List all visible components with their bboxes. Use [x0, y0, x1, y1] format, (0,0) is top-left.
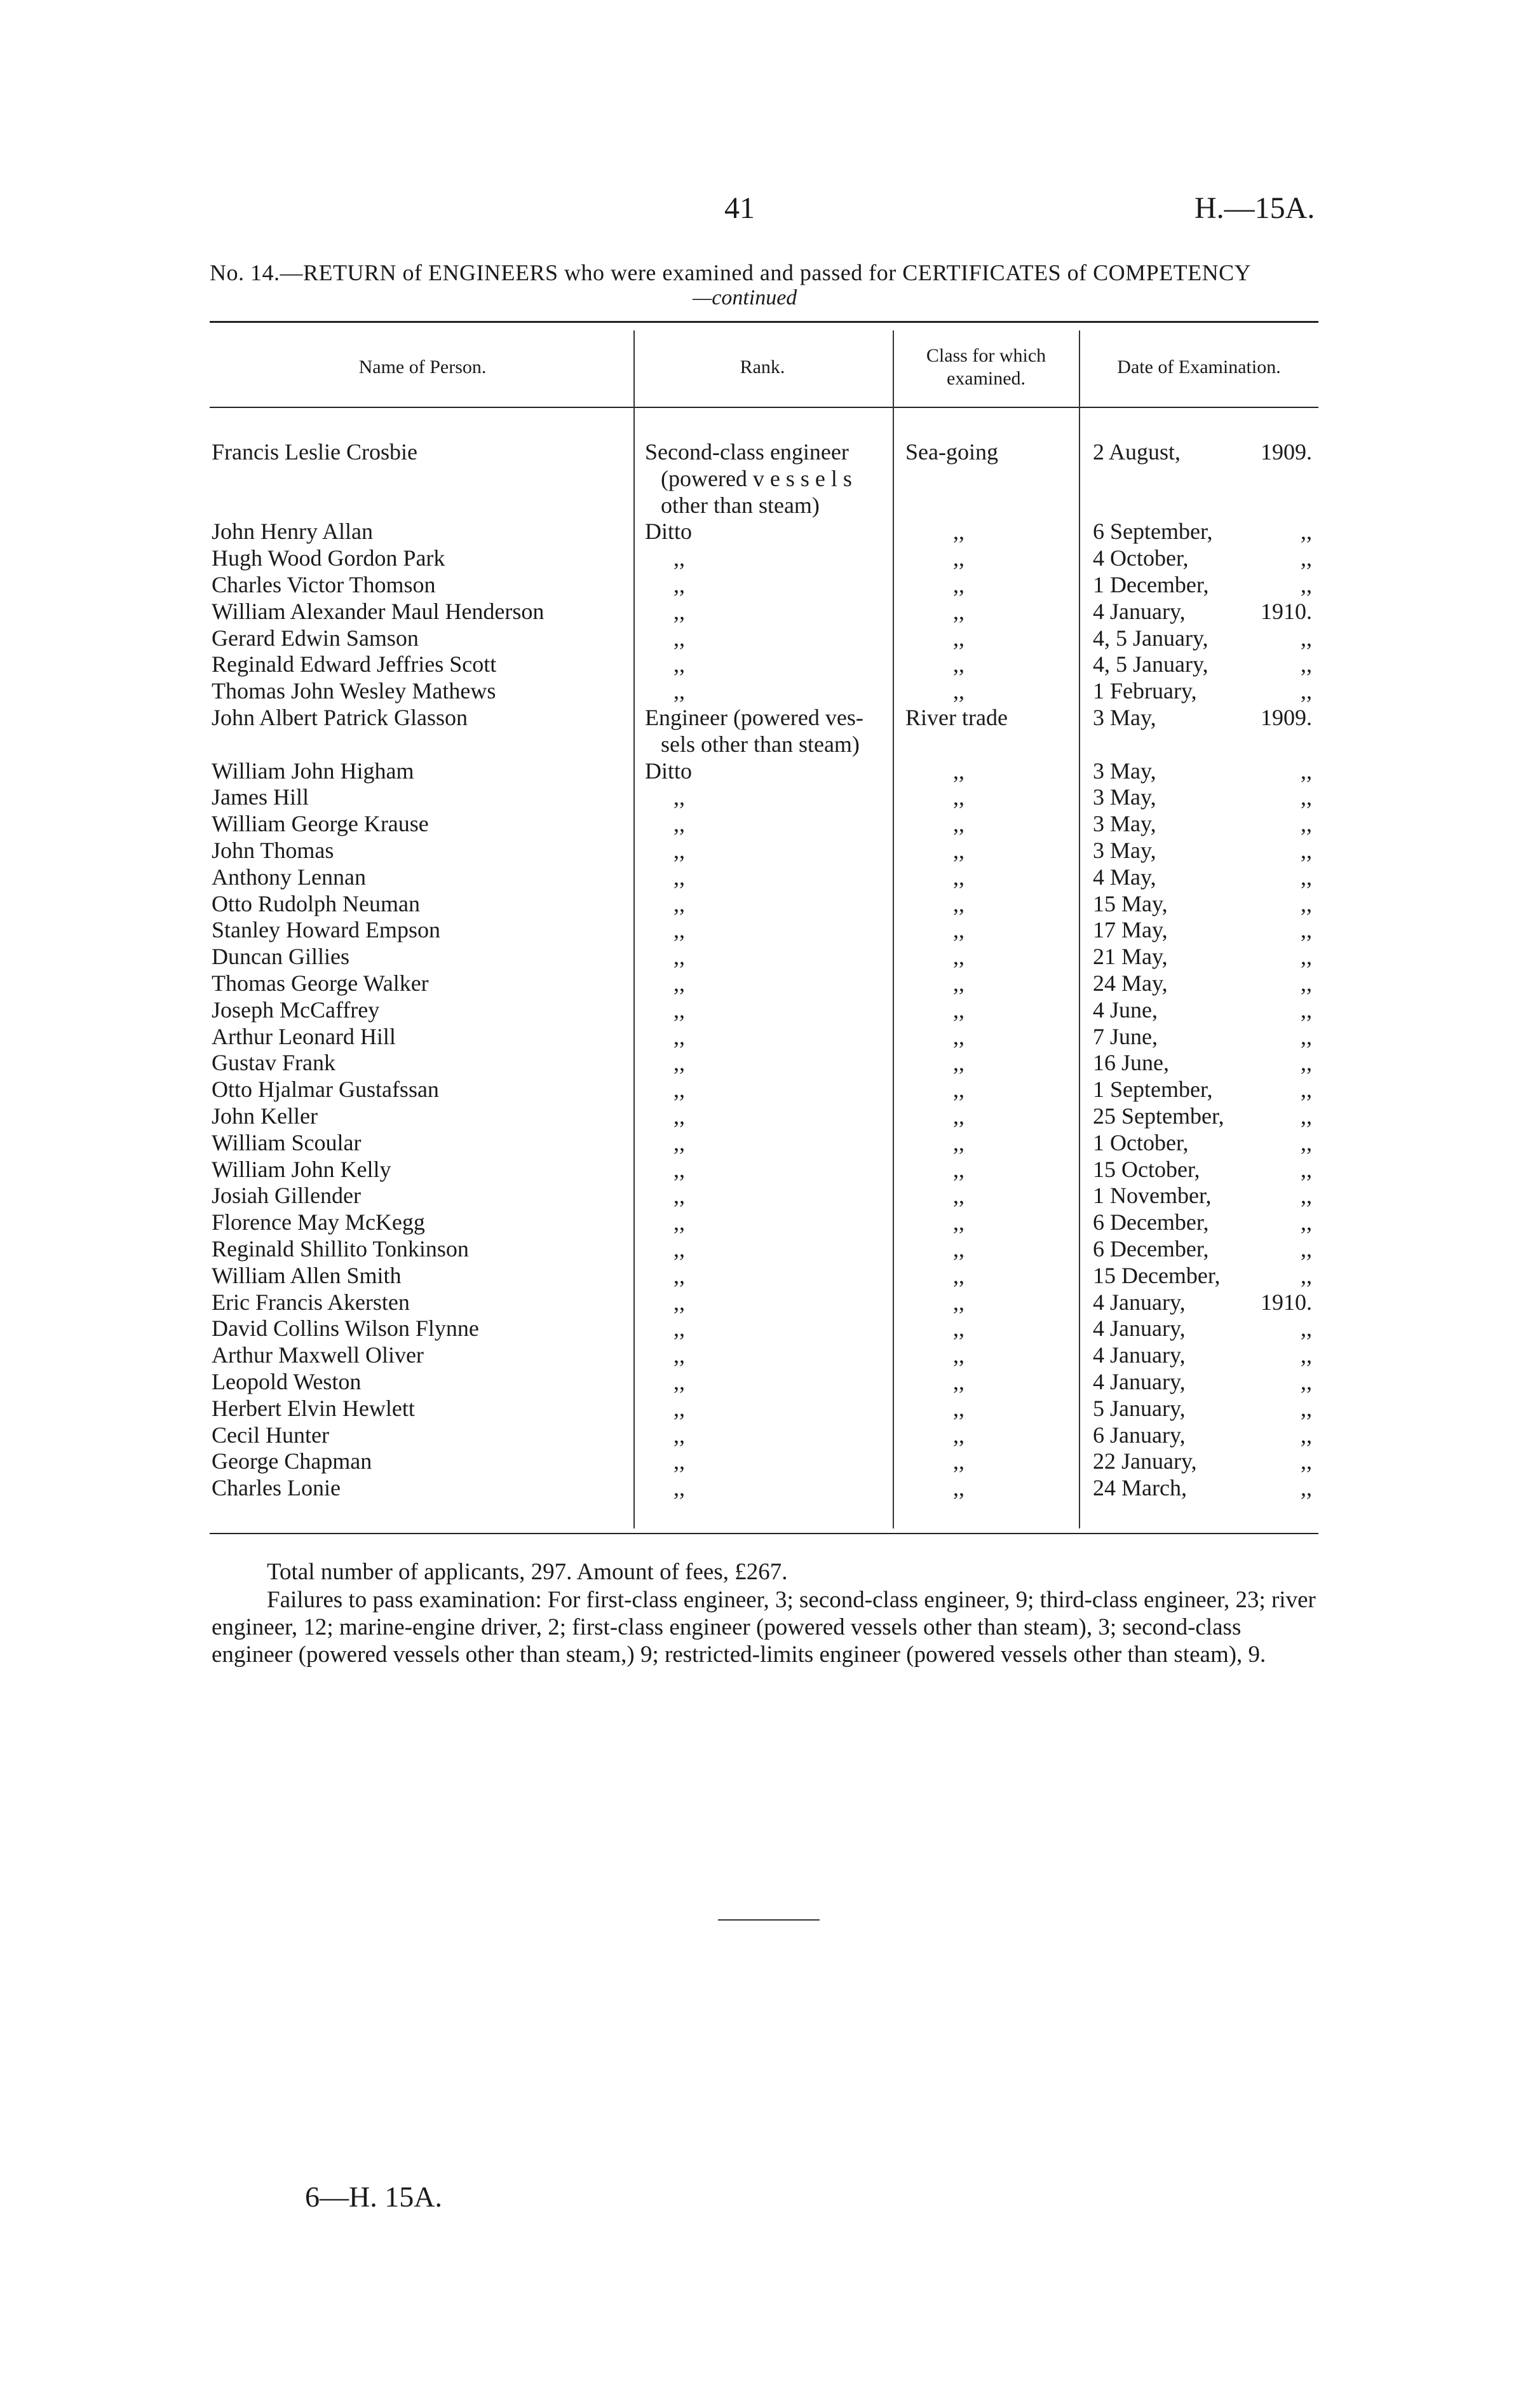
rank-line: ,,	[673, 811, 685, 837]
rank-line: ,,	[673, 625, 685, 651]
examination-date: 1 December,	[1093, 572, 1209, 597]
rank-line: ,,	[673, 678, 685, 704]
rank-line: ,,	[673, 1129, 685, 1155]
examination-date: 25 September,	[1093, 1103, 1224, 1129]
examination-date: 6 December,	[1093, 1236, 1209, 1262]
person-name: Charles Lonie	[212, 1475, 341, 1501]
examination-class: ,,	[953, 917, 964, 943]
examination-class: ,,	[953, 678, 964, 704]
column-divider-date	[1079, 330, 1080, 1528]
examination-class: ,,	[953, 1422, 964, 1448]
person-name: Gustav Frank	[212, 1050, 335, 1076]
person-name: Herbert Elvin Hewlett	[212, 1395, 415, 1421]
examination-year: ,,	[1301, 545, 1312, 571]
examination-date: 4 October,	[1093, 545, 1189, 571]
examination-date: 15 December,	[1093, 1262, 1221, 1288]
examination-year: ,,	[1301, 811, 1312, 837]
rank-line: sels other than steam)	[661, 731, 860, 757]
rank-line: ,,	[673, 1448, 685, 1474]
examination-year: ,,	[1301, 1103, 1312, 1129]
person-name: Reginald Edward Jeffries Scott	[212, 651, 497, 677]
examination-class: ,,	[953, 545, 964, 571]
footer-rule	[718, 1919, 820, 1921]
rank-line: ,,	[673, 1395, 685, 1421]
person-name: John Keller	[212, 1103, 318, 1129]
examination-date: 4 January,	[1093, 1289, 1186, 1315]
examination-date: 6 September,	[1093, 519, 1213, 545]
person-name: George Chapman	[212, 1448, 372, 1474]
examination-class: ,,	[953, 890, 964, 916]
examination-year: ,,	[1301, 1023, 1312, 1049]
examination-year: 1910.	[1261, 1289, 1312, 1315]
examination-year: ,,	[1301, 1475, 1312, 1501]
examination-date: 1 September,	[1093, 1077, 1213, 1103]
rank-line: ,,	[673, 917, 685, 943]
person-name: William Scoular	[212, 1129, 362, 1155]
rank-line: Ditto	[645, 519, 693, 545]
examination-date: 6 December,	[1093, 1209, 1209, 1235]
column-divider-rank	[633, 330, 635, 1528]
examination-date: 16 June,	[1093, 1050, 1169, 1076]
examination-class: ,,	[953, 598, 964, 624]
examination-date: 4 January,	[1093, 1316, 1186, 1342]
examination-year: 1910.	[1261, 598, 1312, 624]
examination-class: ,,	[953, 1395, 964, 1421]
examination-date: 2 August,	[1093, 439, 1181, 465]
examination-year: ,,	[1301, 1422, 1312, 1448]
person-name: Joseph McCaffrey	[212, 997, 380, 1023]
person-name: Anthony Lennan	[212, 864, 366, 890]
examination-date: 4 January,	[1093, 1369, 1186, 1394]
person-name: William Alexander Maul Henderson	[212, 598, 545, 624]
rank-line: ,,	[673, 944, 685, 970]
examination-class: ,,	[953, 1156, 964, 1182]
examination-class: ,,	[953, 1369, 964, 1394]
person-name: Otto Rudolph Neuman	[212, 890, 420, 916]
examination-year: ,,	[1301, 890, 1312, 916]
examination-date: 3 May,	[1093, 811, 1156, 837]
person-name: Francis Leslie Crosbie	[212, 439, 417, 465]
header-class-line-2: examined.	[946, 368, 1026, 389]
person-name: Thomas George Walker	[212, 970, 429, 996]
person-name: Hugh Wood Gordon Park	[212, 545, 445, 571]
examination-class: ,,	[953, 811, 964, 837]
examination-date: 4, 5 January,	[1093, 625, 1208, 651]
examination-date: 1 October,	[1093, 1129, 1189, 1155]
rank-line: other than steam)	[661, 492, 820, 518]
examination-class: ,,	[953, 864, 964, 890]
person-name: William John Kelly	[212, 1156, 391, 1182]
examination-year: ,,	[1301, 1129, 1312, 1155]
footer-reference: 6—H. 15A.	[305, 2180, 442, 2213]
person-name: Thomas John Wesley Mathews	[212, 678, 496, 704]
examination-year: ,,	[1301, 758, 1312, 784]
examination-year: ,,	[1301, 864, 1312, 890]
person-name: Reginald Shillito Tonkinson	[212, 1236, 469, 1262]
examination-year: ,,	[1301, 1209, 1312, 1235]
examination-date: 22 January,	[1093, 1448, 1197, 1474]
header-bottom-rule	[210, 407, 1318, 408]
examination-year: ,,	[1301, 1077, 1312, 1103]
table-top-rule	[210, 321, 1318, 323]
examination-class: ,,	[953, 651, 964, 677]
person-name: William John Higham	[212, 758, 414, 784]
examination-date: 15 May,	[1093, 890, 1168, 916]
examination-class: ,,	[953, 1342, 964, 1368]
person-name: Florence May McKegg	[212, 1209, 425, 1235]
person-name: Charles Victor Thomson	[212, 572, 436, 597]
examination-year: ,,	[1301, 1448, 1312, 1474]
person-name: Arthur Leonard Hill	[212, 1023, 396, 1049]
rank-line: ,,	[673, 1422, 685, 1448]
examination-class: ,,	[953, 1103, 964, 1129]
examination-date: 24 March,	[1093, 1475, 1187, 1501]
examination-date: 4 January,	[1093, 1342, 1186, 1368]
examination-year: ,,	[1301, 1316, 1312, 1342]
rank-line: ,,	[673, 572, 685, 597]
examination-date: 4, 5 January,	[1093, 651, 1208, 677]
person-name: John Thomas	[212, 838, 334, 863]
examination-class: ,,	[953, 1448, 964, 1474]
examination-class: ,,	[953, 625, 964, 651]
rank-line: ,,	[673, 1077, 685, 1103]
person-name: Gerard Edwin Samson	[212, 625, 419, 651]
examination-year: ,,	[1301, 1183, 1312, 1209]
person-name: Josiah Gillender	[212, 1183, 361, 1209]
person-name: Stanley Howard Empson	[212, 917, 440, 943]
header-name: Name of Person.	[358, 357, 487, 378]
person-name: Otto Hjalmar Gustafssan	[212, 1077, 439, 1103]
examination-year: 1909.	[1261, 439, 1312, 465]
examination-class: River trade	[905, 705, 1008, 730]
rank-line: (powered v e s s e l s	[661, 465, 852, 491]
examination-date: 3 May,	[1093, 838, 1156, 863]
examination-date: 24 May,	[1093, 970, 1168, 996]
examination-date: 1 February,	[1093, 678, 1197, 704]
examination-date: 3 May,	[1093, 784, 1156, 810]
page-number: 41	[724, 191, 755, 225]
examination-class: Sea-going	[905, 439, 998, 465]
examination-year: ,,	[1301, 572, 1312, 597]
examination-date: 15 October,	[1093, 1156, 1200, 1182]
header-class-line-1: Class for which	[926, 345, 1046, 366]
examination-class: ,,	[953, 944, 964, 970]
examination-year: ,,	[1301, 784, 1312, 810]
examination-year: ,,	[1301, 944, 1312, 970]
document-reference: H.—15A.	[1195, 191, 1315, 225]
examination-class: ,,	[953, 1289, 964, 1315]
examination-class: ,,	[953, 1209, 964, 1235]
examination-date: 3 May,	[1093, 705, 1156, 730]
rank-line: ,,	[673, 784, 685, 810]
rank-line: ,,	[673, 1342, 685, 1368]
examination-date: 3 May,	[1093, 758, 1156, 784]
examination-class: ,,	[953, 1262, 964, 1288]
examination-year: ,,	[1301, 1369, 1312, 1394]
header-class	[895, 344, 1078, 390]
examination-class: ,,	[953, 838, 964, 863]
rank-line: ,,	[673, 864, 685, 890]
person-name: Duncan Gillies	[212, 944, 349, 970]
rank-line: ,,	[673, 1183, 685, 1209]
person-name: Eric Francis Akersten	[212, 1289, 410, 1315]
person-name: William George Krause	[212, 811, 429, 837]
rank-line: ,,	[673, 970, 685, 996]
rank-line: Ditto	[645, 758, 693, 784]
examination-year: ,,	[1301, 1156, 1312, 1182]
rank-line: ,,	[673, 1316, 685, 1342]
rank-line: Second-class engineer	[645, 439, 849, 465]
person-name: John Albert Patrick Glasson	[212, 705, 468, 730]
examination-class: ,,	[953, 997, 964, 1023]
header-date: Date of Examination.	[1117, 357, 1281, 378]
summary-failures: Failures to pass examination: For first-class engineer, 3; second-class engineer, 9; third-class engineer, 23; river engineer, 12; marine-engine driver, 2; first-class engineer (powered vessels other than steam), 3; second-class engineer (powered vessels other than steam,) 9; restricted-limits engineer (powered vessels other than steam), 9.	[212, 1587, 1316, 1668]
rank-line: ,,	[673, 1369, 685, 1394]
examination-class: ,,	[953, 1129, 964, 1155]
examination-date: 4 May,	[1093, 864, 1156, 890]
examination-year: ,,	[1301, 1342, 1312, 1368]
rank-line: ,,	[673, 545, 685, 571]
person-name: John Henry Allan	[212, 519, 373, 545]
examination-year: ,,	[1301, 1236, 1312, 1262]
person-name: David Collins Wilson Flynne	[212, 1316, 479, 1342]
examination-class: ,,	[953, 1475, 964, 1501]
examination-class: ,,	[953, 1236, 964, 1262]
examination-date: 4 January,	[1093, 598, 1186, 624]
rank-line: ,,	[673, 1103, 685, 1129]
examination-year: ,,	[1301, 625, 1312, 651]
examination-class: ,,	[953, 1023, 964, 1049]
examination-class: ,,	[953, 1050, 964, 1076]
examination-class: ,,	[953, 784, 964, 810]
rank-line: ,,	[673, 651, 685, 677]
table-bottom-rule	[210, 1533, 1318, 1534]
rank-line: ,,	[673, 890, 685, 916]
header-rank: Rank.	[740, 357, 785, 378]
examination-class: ,,	[953, 1183, 964, 1209]
examination-year: ,,	[1301, 1050, 1312, 1076]
rank-line: ,,	[673, 598, 685, 624]
examination-date: 7 June,	[1093, 1023, 1158, 1049]
examination-class: ,,	[953, 572, 964, 597]
person-name: James Hill	[212, 784, 309, 810]
rank-line: ,,	[673, 1156, 685, 1182]
examination-date: 1 November,	[1093, 1183, 1212, 1209]
rank-line: ,,	[673, 1289, 685, 1315]
examination-year: ,,	[1301, 651, 1312, 677]
return-title: No. 14.—RETURN of ENGINEERS who were examined and passed for CERTIFICATES of COMPETENCY	[210, 260, 1252, 285]
examination-year: ,,	[1301, 970, 1312, 996]
rank-line: ,,	[673, 1023, 685, 1049]
rank-line: Engineer (powered ves-	[645, 705, 863, 730]
examination-year: 1909.	[1261, 705, 1312, 730]
rank-line: ,,	[673, 1262, 685, 1288]
examination-year: ,,	[1301, 519, 1312, 545]
examination-year: ,,	[1301, 1395, 1312, 1421]
examination-year: ,,	[1301, 997, 1312, 1023]
person-name: Arthur Maxwell Oliver	[212, 1342, 424, 1368]
return-subtitle: —continued	[693, 286, 797, 310]
examination-date: 21 May,	[1093, 944, 1168, 970]
examination-class: ,,	[953, 1077, 964, 1103]
examination-date: 6 January,	[1093, 1422, 1186, 1448]
person-name: William Allen Smith	[212, 1262, 402, 1288]
rank-line: ,,	[673, 1209, 685, 1235]
examination-date: 5 January,	[1093, 1395, 1186, 1421]
examination-year: ,,	[1301, 678, 1312, 704]
rank-line: ,,	[673, 997, 685, 1023]
examination-date: 4 June,	[1093, 997, 1158, 1023]
examination-year: ,,	[1301, 838, 1312, 863]
rank-line: ,,	[673, 838, 685, 863]
examination-year: ,,	[1301, 917, 1312, 943]
examination-class: ,,	[953, 519, 964, 545]
rank-line: ,,	[673, 1475, 685, 1501]
rank-line: ,,	[673, 1236, 685, 1262]
summary-total: Total number of applicants, 297. Amount of fees, £267.	[267, 1559, 788, 1585]
person-name: Cecil Hunter	[212, 1422, 329, 1448]
examination-class: ,,	[953, 1316, 964, 1342]
examination-class: ,,	[953, 758, 964, 784]
column-divider-class	[893, 330, 894, 1528]
examination-date: 17 May,	[1093, 917, 1168, 943]
rank-line: ,,	[673, 1050, 685, 1076]
examination-year: ,,	[1301, 1262, 1312, 1288]
examination-class: ,,	[953, 970, 964, 996]
person-name: Leopold Weston	[212, 1369, 362, 1394]
